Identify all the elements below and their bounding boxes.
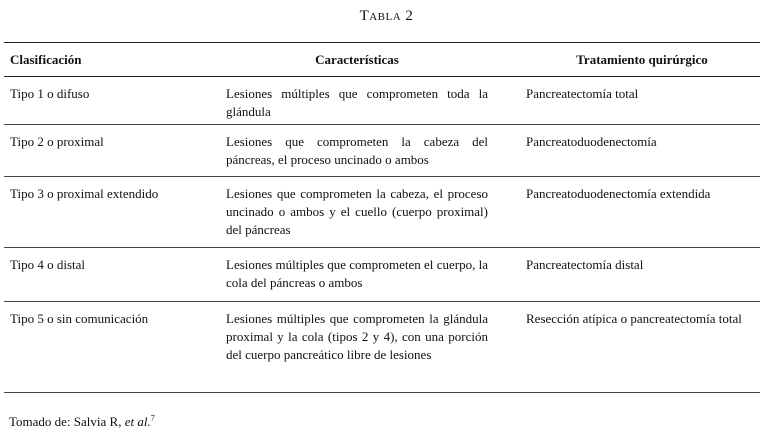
header-tratamiento: Tratamiento quirúrgico [576, 52, 708, 67]
table-title: Tabla 2 [359, 8, 414, 24]
row-3-caracteristicas: Lesiones que comprometen la cabeza, el proceso uncinado o ambos y el cuello (cuerpo proximal) del páncreas [226, 186, 488, 237]
table-row [4, 125, 760, 177]
row-1-clasificacion: Tipo 1 o difuso [10, 86, 90, 101]
row-4-tratamiento: Pancreatectomía distal [526, 257, 644, 272]
header-caracteristicas: Características [315, 52, 399, 67]
row-1-caracteristicas: Lesiones múltiples que comprometen toda la glándula [226, 86, 488, 119]
row-5-clasificacion: Tipo 5 o sin comunicación [10, 311, 149, 326]
table-row [4, 177, 760, 248]
classification-table [4, 42, 760, 393]
footnote-source: Tomado de: Salvia R, [9, 414, 125, 429]
source-footnote [9, 414, 155, 430]
row-5-tratamiento: Resección atípica o pancreatectomía total [526, 311, 742, 326]
row-4-clasificacion: Tipo 4 o distal [10, 257, 86, 272]
row-2-caracteristicas: Lesiones que comprometen la cabeza del páncreas, el proceso uncinado o ambos [226, 134, 488, 167]
footnote-reference: 7 [150, 413, 155, 423]
table-row [4, 302, 760, 393]
row-1-tratamiento: Pancreatectomía total [526, 86, 639, 101]
row-2-tratamiento: Pancreatoduodenectomía [526, 134, 657, 149]
table-row [4, 248, 760, 302]
table-header-row [4, 43, 760, 77]
table-row [4, 77, 760, 125]
row-3-clasificacion: Tipo 3 o proximal extendido [10, 186, 159, 201]
row-2-clasificacion: Tipo 2 o proximal [10, 134, 104, 149]
row-3-tratamiento: Pancreatoduodenectomía extendida [526, 186, 711, 201]
row-5-caracteristicas: Lesiones múltiples que comprometen la glándula proximal y la cola (tipos 2 y 4), con una porción del cuerpo pancreático libre de lesiones [226, 311, 488, 362]
row-4-caracteristicas: Lesiones múltiples que comprometen el cuerpo, la cola del páncreas o ambos [226, 257, 488, 290]
footnote-etal: et al. [124, 414, 151, 429]
header-clasificacion: Clasificación [10, 52, 82, 67]
